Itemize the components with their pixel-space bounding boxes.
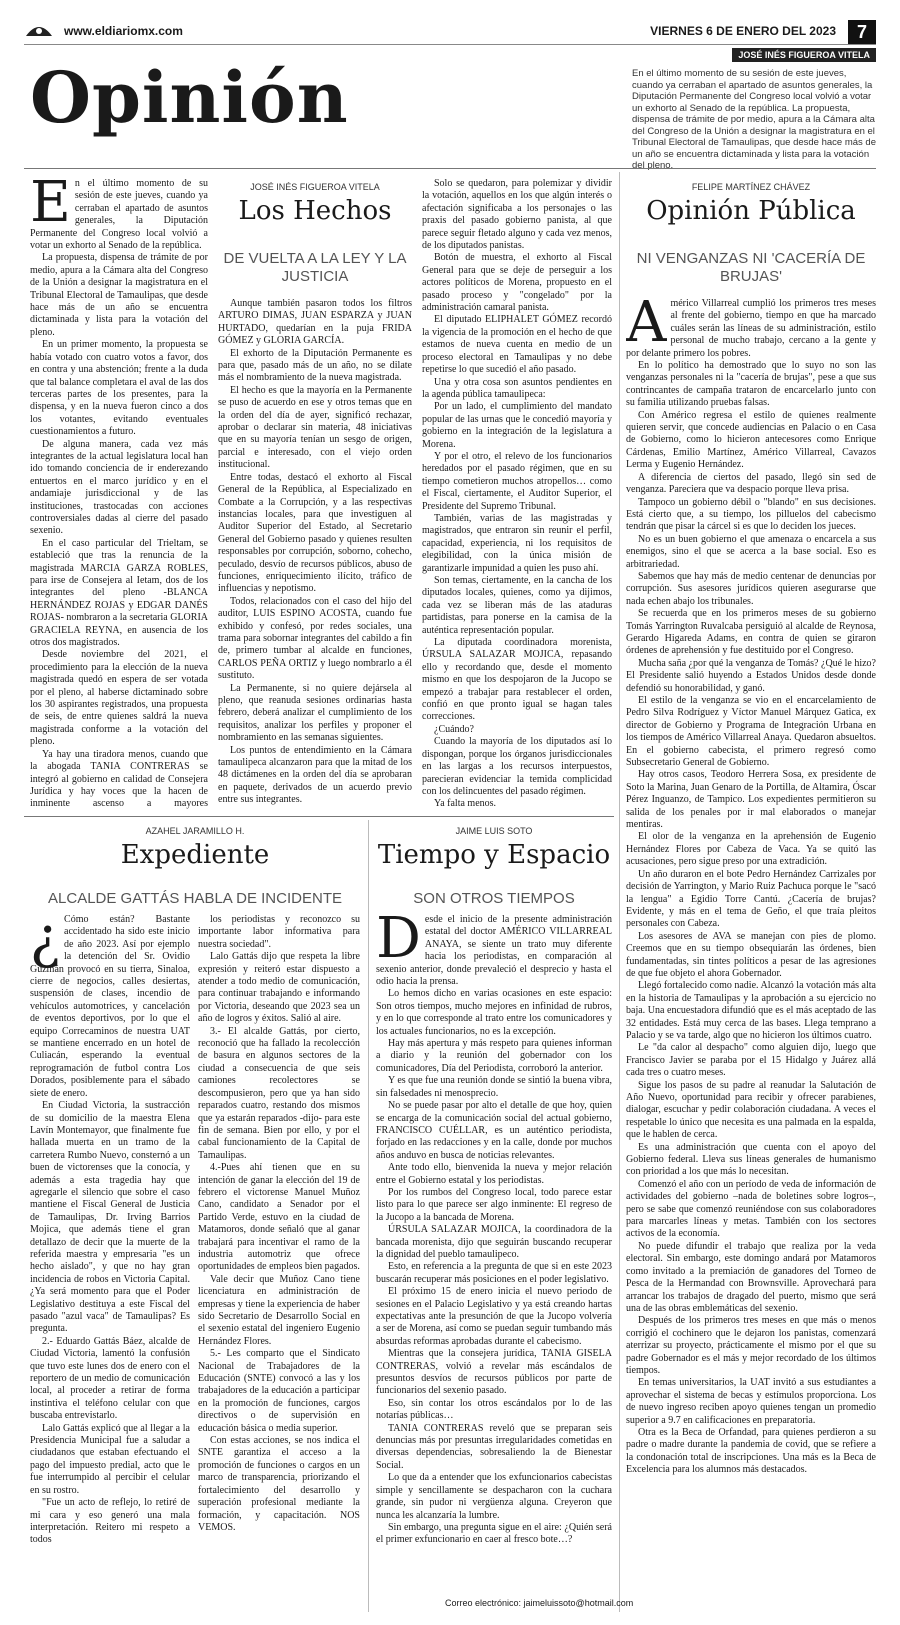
hechos-drop-cap: E — [30, 178, 71, 235]
paragraph: Sigue los pasos de su padre al reanudar la Salutación de Año Nuevo, oportunidad para recibir y ofrecer parabienes, dialogar, escuchar y pedir colaboración ciudadana. A veces el respetable lo único que necesita es una palmada en la espalda, que le hablen de cerca. — [626, 1079, 876, 1141]
paragraph: Lo que da a entender que los exfuncionarios cabecistas simple y sencillamente se despacharon con la cuchara grande, sin pudor ni vergüenza alguna. Creyeron que nunca les alcanzaría la lumbre. — [376, 1472, 612, 1521]
paragraph: 4.-Pues ahí tienen que en su intención de ganar la elección del 19 de febrero el victorense Manuel Muñoz Cano, candidato a Senador por el Partido Verde, estuvo en la ciudad de Matamoros, donde señaló que al ganar trabajará para incentivar el ramo de la industria automotriz que ofrece oportunidades de empleos bien pagados. — [198, 1162, 360, 1273]
paragraph: Mucha saña ¿por qué la venganza de Tomás? ¿Qué le hizo? El Presidente salió huyendo a Estados Unidos desde donde defendió su honorabilidad, y ganó. — [626, 657, 876, 694]
paragraph: Es una administración que cuenta con el apoyo del Gobierno federal. Lleva sus líneas generales de humanismo con prioridad a los que más lo necesitan. — [626, 1141, 876, 1178]
publica-section-title: Opinión Pública — [646, 196, 856, 226]
paragraph: n el último momento de su sesión de este jueves, cuando ya cerraban el apartado de asuntos generales, la Diputación Permanente del Congreso local volvió a votar un exhorto al Senado de la república. — [30, 178, 208, 252]
hechos-author: JOSÉ INÉS FIGUEROA VITELA — [250, 182, 380, 192]
expediente-author: AZAHEL JARAMILLO H. — [145, 826, 245, 836]
paragraph: 5.- Les comparto que el Sindicato Nacional de Trabajadores de la Educación (SNTE) convocó a las y los trabajadores de la educación a participar en la promoción de funciones, cargos directivos o de supervisión en educación básica o media superior. — [198, 1348, 360, 1434]
paragraph: Esto, en referencia a la pregunta de que si en este 2023 buscarán recuperar más posiciones en el poder legislativo. — [376, 1261, 612, 1285]
paragraph: Un año duraron en el bote Pedro Hernández Carrizales por decisión de Yarrington, y Mario Ruiz Pachuca porque le "sacó la lengua" a Egidio Torre Cantú. ¿Cacería de brujas? Evidente, y más en el tema de Geño, el que traía pleitos personales con Cabeza. — [626, 868, 876, 930]
publica-author: FELIPE MARTÍNEZ CHÁVEZ — [691, 182, 811, 192]
paragraph: 2.- Eduardo Gattás Báez, alcalde de Ciudad Victoria, lamentó la confusión que tuvo este lunes dos de enero con el reportero de un medio de comunicación local, al proceder a retirar de forma instintiva el teléfono celular con que buscaba entrevistarlo. — [30, 1335, 190, 1422]
hechos-column-1 — [30, 178, 208, 810]
paragraph: Ante todo ello, bienvenida la nueva y mejor relación entre el Gobierno estatal y los periodistas. — [376, 1162, 612, 1186]
paragraph: La propuesta, dispensa de trámite de por medio, apura a la Cámara alta del Congreso de la Unión a designar la magistratura en el Tribunal Electoral de Tamaulipas, que desde hace más de un año se encuentra dictaminada y lista para la votación del pleno. — [30, 252, 208, 338]
paragraph: Después de los primeros tres meses en que más o menos corrigió el cochinero que le dejaron los panistas, comenzará aterrizar su proyecto, prácticamente el mismo por el que su padre Gobernador es el más y mejor recordado de los últimos tiempos. — [626, 1315, 876, 1376]
expediente-column-1 — [30, 914, 190, 1610]
column-divider — [619, 172, 620, 1612]
paragraph: mérico Villarreal cumplió los primeros tres meses al frente del gobierno, tiempo en que ha marcado cuáles serán las líneas de su administración, estilo personal de mucho trabajo, cercano a la gente y por delante primero los pobres. — [626, 298, 876, 359]
tiempo-email[interactable]: Correo electrónico: jaimeluissoto@hotmail.com — [445, 1598, 634, 1608]
paragraph: Los puntos de entendimiento en la Cámara tamaulipeca alcanzaron para que la mitad de los 48 dictámenes en la orden del día se aprobaran en paquete, derivados de un acuerdo previo entre sus integrantes. — [218, 744, 412, 806]
hechos-column-2 — [218, 298, 412, 810]
paragraph: En un primer momento, la propuesta se había votado con cuatro votos a favor, dos en contra y una abstención; frente a la duda que tal balance completara el aval de las dos terceras partes de los presentes, para la dispensa, y en la nueva fueron cinco a dos los votantes, evitando eventuales cuestionamientos a futuro. — [30, 339, 208, 438]
paragraph: En el caso particular del Trieltam, se estableció que tras la renuncia de la magistrada MARCIA GARZA ROBLES, para irse de Consejera al Ietam, dos de los integrantes del pleno -BLANCA HERNÁNDEZ ROJAS y EDGAR DANÉS ROJAS- nombraron a la secretaria GLORIA GRACIELA REYNA, en ausencia de los otros dos magistrados. — [30, 537, 208, 649]
paragraph: ÚRSULA SALAZAR MOJICA, la coordinadora de la bancada morenista, dijo que seguirán buscando recuperar la dignidad del pueblo tamaulipeco. — [376, 1224, 612, 1260]
paragraph: Mientras que la consejera jurídica, TANIA GISELA CONTRERAS, volvió a revelar más escándalos de presuntos desvíos de recursos públicos por parte de funcionarios del sexenio pasado. — [376, 1348, 612, 1397]
paragraph: Con estas acciones, se nos indica el SNTE garantiza el acceso a la promoción de funciones o cargos en un marco de transparencia, priorizando el fortalecimiento del desarrollo y superación profesional mediante la formación, y capacitación. NOS VEMOS. — [198, 1435, 360, 1533]
paragraph: TANIA CONTRERAS reveló que se preparan seis denuncias más por presuntas irregularidades cometidas en diversas dependencias, sobresaliendo la de Bienestar Social. — [376, 1422, 612, 1471]
header-divider — [24, 168, 876, 169]
page-number: 7 — [848, 20, 876, 44]
paragraph: Sin embargo, una pregunta sigue en el aire: ¿Quién será el primer exfuncionario en caer al fresco bote…? — [376, 1521, 612, 1546]
paragraph: Comenzó el año con un período de veda de información de actividades del gobierno –nada de boletines sobre logros–, pero se sabe que comenzó reuniéndose con sus colaboradores para marcarles líneas y metas. También con los sectores activos de la economía. — [626, 1178, 876, 1240]
paragraph: Hay otros casos, Teodoro Herrera Sosa, ex presidente de Soto la Marina, Juan Genaro de la Portilla, de Altamira, Óscar Pérez Inguanzo, de Tampico. Los expedientes permitieron su salida de los penales por ir mal elaborados o manejar mentiras. — [626, 769, 876, 831]
paragraph: De alguna manera, cada vez más integrantes de la actual legislatura local han ido tomando conciencia de ir enderezando entuertos en el marco jurídico y en el andamiaje jurisdiccional y de las instituciones, trastocadas con acciones controversiales dadas al cierre del pasado sexenio. — [30, 438, 208, 537]
publica-column — [626, 298, 876, 1608]
paragraph: Otra es la Beca de Orfandad, para quienes perdieron a su padre o madre durante la pandemia de covid, que se refiere a la condonación total de inscripciones. Una más es la Beca de Excelencia para los alumnos más destacados. — [626, 1426, 876, 1476]
paragraph: Con Américo regresa el estilo de quienes realmente quieren servir, que concede audiencias en Palacio o en Casa de Gobierno, como lo hicieron antecesores como Enrique Cárdenas, Emilio Martínez, Américo Villarreal, Cavazos Lerma y Eugenio Hernández. — [626, 409, 876, 471]
publica-subtitle: NI VENGANZAS NI 'CACERÍA DE BRUJAS' — [636, 250, 866, 285]
expediente-column-2 — [198, 914, 360, 1610]
expediente-section-title: Expediente — [120, 840, 270, 870]
paragraph: No se puede pasar por alto el detalle de que hoy, quien se encarga de la comunicación social del actual gobierno, FRANCISCO CUÉLLAR, es un auténtico periodista, forjado en las redacciones y en la calle, donde por muchos años anduvo en busca de noticias relevantes. — [376, 1100, 612, 1161]
paragraph: "Fue un acto de reflejo, lo retiré de mi cara y eso generó una mala interpretación. Reitero mi respeto a todos — [30, 1497, 190, 1546]
paragraph: Tampoco un gobierno débil o "blando" en sus decisiones. Está cierto que, a su tiempo, los pilluelos del cabecismo tendrán que pisar la cárcel si es que lo deciden los jueces. — [626, 496, 876, 533]
paragraph: Todos, relacionados con el caso del hijo del auditor, LUIS ESPINO ACOSTA, cuando fue exhibido y confesó, por redes sociales, una trama para sobornar integrantes del cabildo a fin de, primero tumbar al alcalde en funciones, CARLOS PEÑA ORTIZ y luego nombrarlo a él sustituto. — [218, 595, 412, 682]
header-summary: En el último momento de su sesión de este jueves, cuando ya cerraban el apartado de asuntos generales, la Diputación Permanente del Congreso local volvió a votar un exhorto al Senado de la república. La propuesta, dispensa de trámite de por medio, apura a la Cámara alta del Congreso de la Unión a designar la magistratura en el Tribunal Electoral de Tamaulipas, que desde hace más de un año se encuentra dictaminada y lista para la votación del pleno. — [632, 68, 876, 171]
paragraph: Sabemos que hay más de medio centenar de denuncias por corrupción. Sus asesores jurídicos quieren asegurarse que nada echen abajo los tribunales. — [626, 570, 876, 607]
paragraph: Hay más apertura y más respeto para quienes informan a diario y la reunión del gobernador con los comunicadores, Día del Periodista, corroboró la anterior. — [376, 1038, 612, 1074]
paragraph: Los asesores de AVA se manejan con pies de plomo. Creemos que en su tiempo obsequiarán las órdenes, bien fundamentadas, sin tintes políticos a pesar de las agresiones de que fue objeto el ahora Gobernador. — [626, 930, 876, 979]
paragraph: Solo se quedaron, para polemizar y dividir la votación, aquellos en los que algún interés o afectación significaba a los personajes o las praxis del pasado gobierno panista, al que parece seguir fletado alguno y cada vez menos, de los diputados panistas. — [422, 178, 612, 252]
paragraph: Cómo están? Bastante accidentado ha sido este inicio de año 2023. Así por ejemplo la detención del Sr. Ovidio Guzmán provocó en su tierra, Sinaloa, cierre de negocios, calles desiertas, suspensión de clases, incendio de vehículos automotrices, y cancelación de eventos deportivos, por lo que el equipo Correcaminos de nuestra UAT se mantiene encerrado en un hotel de Culiacán, esperando la eventual reprogramación de futbol contra Los Dorados, posiblemente para el sábado siete de enero. — [30, 914, 190, 1099]
paragraph: Lalo Gattás explicó que al llegar a la Presidencia Municipal fue a saludar a ciudadanos que estaban efectuando el pago del impuesto predial, acto que le fue interrumpido al percibir el celular en su rostro. — [30, 1422, 190, 1496]
paragraph: Aunque también pasaron todos los filtros ARTURO DIMAS, JUAN ESPARZA y JUAN HURTADO, quedarían en la puja FRIDA GÓMEZ y GLORIA GARCÍA. — [218, 298, 412, 347]
paragraph: Llegó fortalecido como nadie. Alcanzó la votación más alta en la historia de Tamaulipas y la aprobación a su ejercicio no baja. Una encuestadora difundió que es el más aceptado de las 32 entidades. Está muy cerca de las bases. Llega temprano a Palacio y se va tarde, algo que no hicieron los últimos cuatro. — [626, 980, 876, 1041]
paragraph: ¿Cuándo? — [434, 723, 474, 735]
paragraph: En lo político ha demostrado que lo suyo no son las venganzas personales ni la "cacería de brujas", pese a que sus contrincantes de campaña trataron de encarcelarlo junto con su familia utilizando pruebas falsas. — [626, 360, 876, 409]
section-divider — [24, 816, 614, 817]
tiempo-section-title: Tiempo y Espacio — [377, 840, 611, 870]
paragraph: Lo hemos dicho en varias ocasiones en este espacio: Son otros tiempos, mucho mejores en infinidad de rubros, y en lo que corresponde al trato entre los comunicadores y los actuales funcionarios, no es la excepción. — [376, 988, 612, 1037]
tiempo-subtitle: SON OTROS TIEMPOS — [413, 890, 575, 907]
paragraph: Lalo Gattás dijo que respeta la libre expresión y reiteró estar dispuesto a atender a todo medio de comunicación, para continuar trabajando e informando por Victoria, deseando que 2023 sea un año de logros y éxitos. Salió al aire. — [198, 951, 360, 1025]
paragraph: La Permanente, si no quiere dejársela al pleno, que reanuda sesiones ordinarias hasta febrero, deberá analizar el cumplimiento de los requisitos, analizar los perfiles y proponer el nombramiento en las semanas siguientes. — [218, 682, 412, 744]
paragraph: Entre todas, destacó el exhorto al Fiscal General de la República, al Especializado en Combate a la Corrupción, y a las respectivas instancias locales, para que investiguen al Auditor Superior del Estado, al Secretario General del Gobierno pasado y quienes resulten responsables por corrupción, soborno, cohecho, peculado, desvío de recursos públicos, abuso de funciones, enriquecimiento ilícito, tráfico de influencias y nepotismo. — [218, 471, 412, 595]
tiempo-column — [376, 914, 612, 1596]
paragraph: Cuando la mayoría de los diputados así lo dispongan, porque los órganos jurisdiccionales en las largas a los recursos interpuestos, parecieran evidenciar la temida complicidad con los delincuentes del pasado régimen. — [422, 736, 612, 797]
paragraph: esde el inicio de la presente administración estatal del doctor AMÉRICO VILLARREAL ANAYA, se siente un trato muy diferente hacia los periodistas, en comparación al sexenio anterior, donde prevaleció el desprecio y hasta el odio hacia la prensa. — [376, 914, 612, 988]
paragraph: Por un lado, el cumplimiento del mandato popular de las urnas que le concedió mayoría y gobierno en la integración de la legislatura a Morena. — [422, 401, 612, 450]
paragraph: Son temas, ciertamente, en la cancha de los diputados locales, quienes, como ya dijimos, cada vez se liberan más de las ataduras partidistas, para ponerse en la camisa de la auténtica representación popular. — [422, 575, 612, 636]
paragraph: Por los rumbos del Congreso local, todo parece estar listo para lo que parece ser algo inminente: El regreso de la Jucopo a la bancada de Morena. — [376, 1186, 612, 1223]
paragraph: Vale decir que Muñoz Cano tiene licenciatura en administración de empresas y tiene la experiencia de haber sido Secretario de Desarrollo Social en el sexenio estatal del ingeniero Eugenio Hernández Flores. — [198, 1273, 360, 1347]
paragraph: La diputada coordinadora morenista, ÚRSULA SALAZAR MOJICA, repasando ello y recordando que, desde el momento mismo en que los despojaron de la Jucopo se empezó a trabajar para restablecer el orden, confió en que pronto igual se hagan tales correcciones. — [422, 637, 612, 723]
hechos-subtitle: DE VUELTA A LA LEY Y LA JUSTICIA — [223, 250, 407, 285]
paragraph: Botón de muestra, el exhorto al Fiscal General para que se deje de perseguir a los actores políticos de Morena, propuesto en el pasado proceso y "congelado" por la administración camaral panista. — [422, 252, 612, 314]
hechos-section-title: Los Hechos — [238, 196, 392, 226]
paragraph: A diferencia de ciertos del pasado, llegó sin sed de venganza. Pareciera que va despacio porque lleva prisa. — [626, 471, 876, 496]
top-bar — [24, 22, 876, 45]
paragraph: El hecho es que la mayoría en la Permanente se puso de acuerdo en ese y otros temas que en la orden del día de ayer, significó rechazar, aprobar o declarar sin materia, 48 iniciativas que en su mayoría tenían un sesgo de origen, parcial e interesado, con el viejo orden institucional. — [218, 384, 412, 471]
paragraph: 3.- El alcalde Gattás, por cierto, reconoció que ha fallado la recolección de basura en algunos sectores de la ciudad a consecuencia de que seis camiones recolectores se descompusieron, pero que ya han sido reparados cuatro, restando dos mismos que ya estarán reparados -dijo- para este fin de semana. Bien por ello, y por el cabal funcionamiento de la Capital de Tamaulipas. — [198, 1025, 360, 1161]
paragraph: El diputado ELIPHALET GÓMEZ recordó la vigencia de la promoción en el hecho de que estamos de nueva cuenta en medio de un proceso electoral en Tamaulipas y no debe repetirse lo que sucedió el año pasado. — [422, 314, 612, 376]
paragraph: El estilo de la venganza se vio en el encarcelamiento de Pedro Silva Rodríguez y Víctor Manuel Márquez Gatica, ex director de Gobierno y Programa de Integración Urbana en los tiempos de Américo Villarreal Anaya. Quedaron absueltos. En el gobierno cabecista, el primero regresó como Subsecretario General de Gobierno. — [626, 695, 876, 769]
column-divider-lower — [368, 820, 369, 1612]
paragraph: También, varias de las magistradas y magistrados, que entraron sin reunir el perfil, capacidad, experiencia, ni los requisitos de elegibilidad, con la única misión de garantizarle impunidad a quien les puso ahí. — [422, 512, 612, 574]
paragraph: Ya falta menos. — [434, 798, 497, 810]
publica-drop-cap: A — [626, 298, 667, 355]
paragraph: Eso, sin contar los otros escándalos por lo de las notarías públicas… — [376, 1397, 612, 1422]
paragraph: los periodistas y reconozco su importante labor informativa para nuestra sociedad". — [198, 914, 360, 950]
paragraph: Y es que fue una reunión donde se sintió la buena vibra, sin falsedades ni menosprecio. — [376, 1075, 612, 1099]
tiempo-author: JAIME LUIS SOTO — [455, 826, 533, 836]
paragraph: Una y otra cosa son asuntos pendientes en la agenda pública tamaulipeca: — [422, 376, 612, 400]
paragraph: No es un buen gobierno el que amenaza o encarcela a sus enemigos, sino el que se acerca a la base social. Eso es arbitrariedad. — [626, 533, 876, 570]
paragraph: Ya hay una tiradora menos, cuando que la abogada TANIA CONTRERAS se integró al gobierno en calidad de Consejera Jurídica y hay voces que la hacen de inminente ascenso a mayores — [30, 748, 208, 810]
expediente-drop-cap: ¿ — [30, 914, 61, 971]
paragraph: Se recuerda que en los primeros meses de su gobierno Tomás Yarrington Ruvalcaba persiguió al alcalde de Reynosa, Gerardo Higareda Adams, en contra de quien se giraron órdenes de aprehensión y fue destituido por el Congreso. — [626, 608, 876, 657]
paragraph: Desde noviembre del 2021, el procedimiento para la elección de la nueva magistrada quedó en espera de ser votada por el pleno, al haberse dictaminado sobre los 30 aspirantes registrados, una propuesta de seis, de entre quienes saldrá la nueva magistrada conforme a la votación del pleno. — [30, 649, 208, 748]
paragraph: En temas universitarios, la UAT invitó a sus estudiantes a aprovechar el sistema de becas y estímulos proporciona. Los de nuevo ingreso reciben apoyo quienes tengan un promedio superior a 9.7 en calificaciones en preparatoria. — [626, 1377, 876, 1426]
expediente-subtitle: ALCALDE GATTÁS HABLA DE INCIDENTE — [48, 890, 342, 907]
tiempo-drop-cap: D — [376, 914, 421, 971]
paragraph: El exhorto de la Diputación Permanente es para que, pasado más de un año, no se dilate más el nombramiento de la nueva magistrada. — [218, 347, 412, 384]
header-byline: JOSÉ INÉS FIGUEROA VITELA — [732, 48, 876, 62]
paragraph: El olor de la venganza en la aprehensión de Eugenio Hernández Flores por Cabeza de Vaca. Ya se quitó las acusaciones, pero sigue preso por una extradición. — [626, 831, 876, 868]
hechos-column-3 — [422, 178, 612, 810]
site-url[interactable]: www.eldiariomx.com — [64, 24, 183, 38]
paragraph: Y por el otro, el relevo de los funcionarios heredados por el pasado régimen, que en su tiempo cometieron muchos atropellos… como el Fiscal, ciertamente, el Auditor Superior, el Presidente del Supremo Tribunal. — [422, 450, 612, 512]
newspaper-logo-icon — [24, 22, 54, 38]
paragraph: No puede difundir el trabajo que realiza por la veda electoral. Sin embargo, este domingo andará por Matamoros como invitado a la premiación de ganadores del Torneo de Pesca de la Hermandad con Brownsville. Aprovechará para arrancar los trabajos de dragado del puerto, mismo que será una de las obras emblemáticas del sexenio. — [626, 1240, 876, 1314]
paragraph: El próximo 15 de enero inicia el nuevo periodo de sesiones en el Palacio Legislativo y ya está creando hartas expectativas ante la presunción de que la Jucopo volvería a ser de Morena, así como se puedan seguir tumbando más absurdas reformas aprobadas durante el cabecismo. — [376, 1286, 612, 1347]
page-title: Opinión — [30, 56, 349, 139]
paragraph: Le "da calor al despacho" como alguien dijo, luego que Francisco Javier se paraba por el 15 Hidalgo y Juárez allá cada tres o cuatro meses. — [626, 1042, 876, 1079]
issue-date: VIERNES 6 DE ENERO DEL 2023 — [650, 24, 836, 38]
paragraph: En Ciudad Victoria, la sustracción de su domicilio de la maestra Elena Lavín Montemayor, que finalmente fue hallada muerta en un tramo de la carretera Rumbo Nuevo, consternó a un buen de victorenses que la conocía, y además a esta tragedia hay que agregarle el silencio que sobre el caso mantiene el Fiscal General de Justicia de Tamaulipas, Dr. Irving Barrios Mojica, que además tiene el gran detallazo de decir que la muerte de la referida maestra y empresaria "es un hecho aislado", y que no hay gran incidencia de robos en Victoria Capital. ¿Ya será momento para que el Poder Legislativo destituya a este Fiscal del pasado "azul vaca" de Tamaulipas? Es pregunta. — [30, 1100, 190, 1335]
